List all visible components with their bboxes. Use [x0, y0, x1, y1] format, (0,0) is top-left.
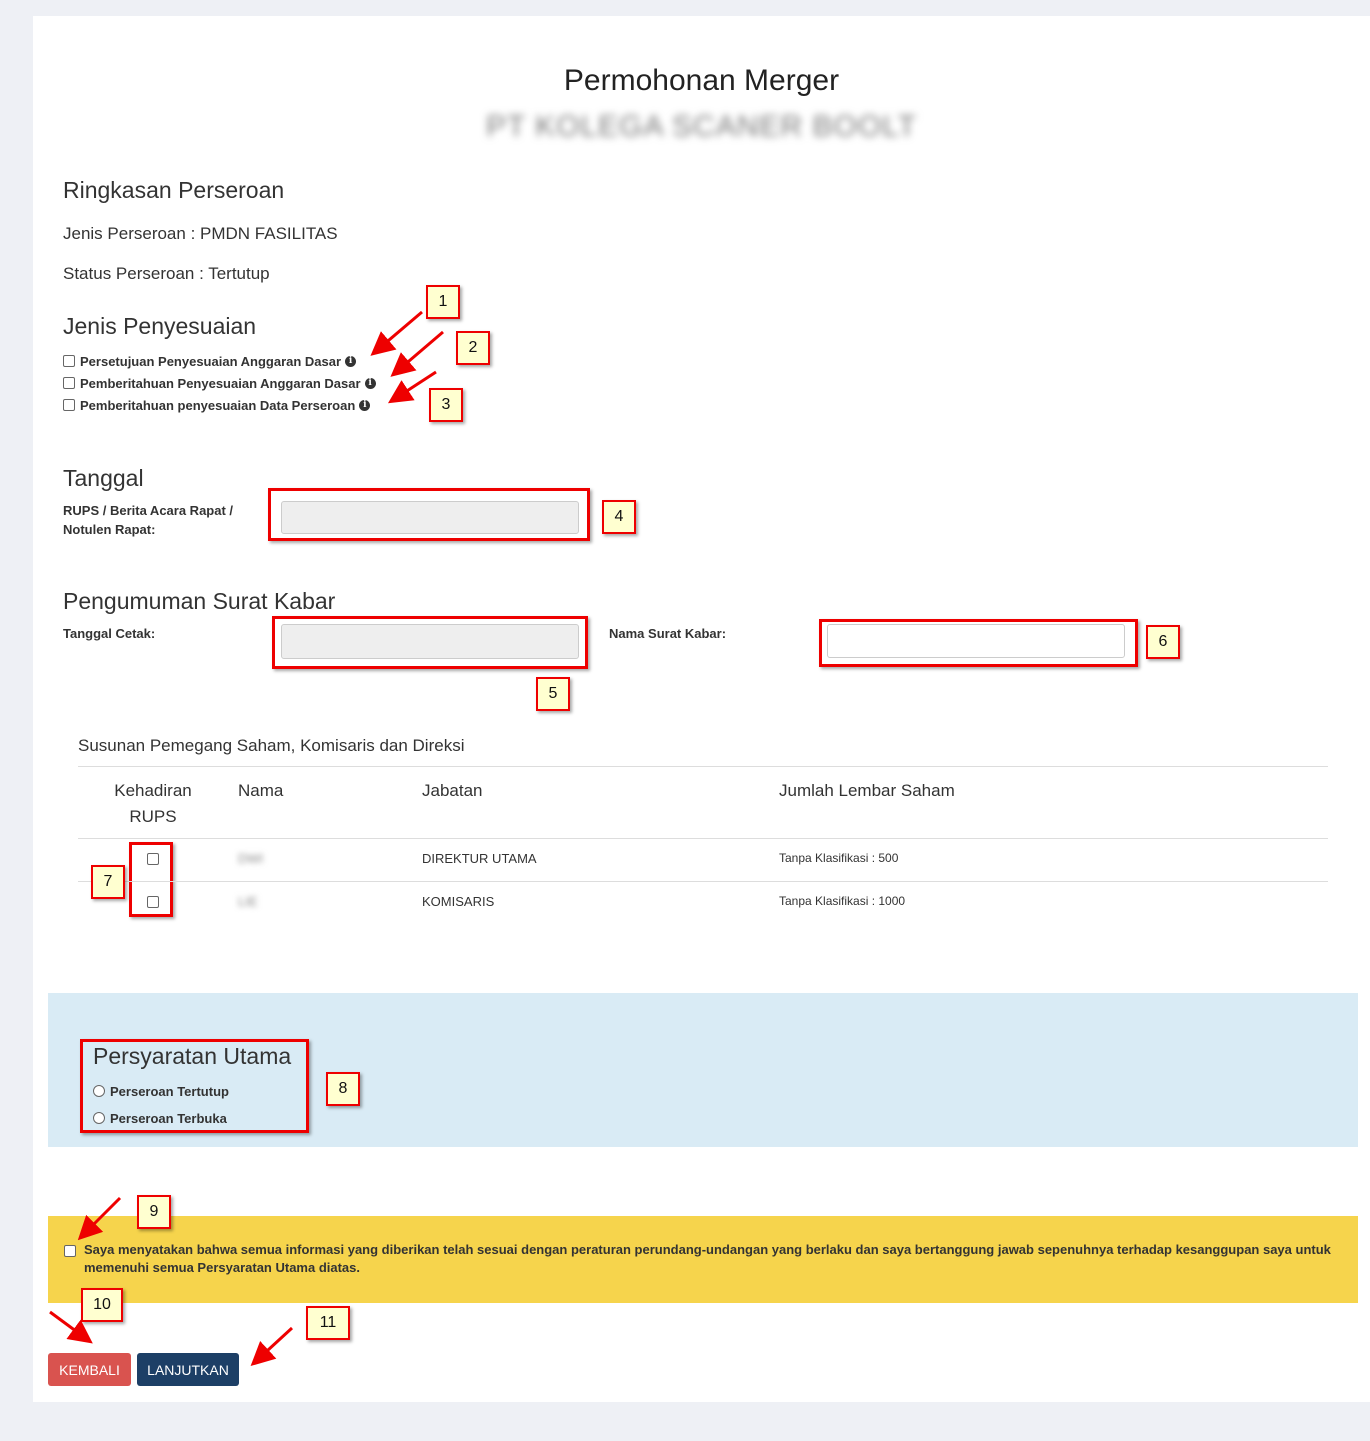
newspaper-heading: Pengumuman Surat Kabar — [63, 588, 336, 614]
callout-badge: 3 — [429, 388, 463, 422]
adjustment-option-2[interactable] — [63, 373, 376, 393]
callout-badge: 10 — [81, 1288, 123, 1322]
newspaper-name-label: Nama Surat Kabar: — [609, 626, 727, 641]
back-button[interactable]: KEMBALI — [48, 1353, 131, 1386]
radio-button[interactable] — [93, 1112, 105, 1124]
shareholder-name: LIE — [238, 894, 258, 909]
shareholder-position: DIREKTUR UTAMA — [422, 851, 537, 866]
info-icon[interactable]: i — [345, 356, 356, 367]
adjustment-option-label: Persetujuan Penyesuaian Anggaran Dasar — [80, 353, 342, 369]
newspaper-name-input[interactable] — [827, 624, 1125, 658]
checkbox[interactable] — [63, 399, 75, 411]
adjustment-option-label: Pemberitahuan penyesuaian Data Perseroan — [80, 397, 356, 413]
shareholder-shares: Tanpa Klasifikasi : 500 — [779, 851, 899, 865]
adjustment-option-3[interactable] — [63, 395, 370, 415]
col-header-name: Nama — [238, 781, 284, 800]
summary-heading: Ringkasan Perseroan — [63, 177, 285, 203]
page-title: Permohonan Merger — [563, 64, 840, 97]
declaration-text: Saya menyatakan bahwa semua informasi yang diberikan telah sesuai dengan peraturan perundang-undangan yang berlaku dan saya bertanggung jawab sepenuhnya terhadap kesanggupan saya untuk memenuhi semua Persyaratan Utama diatas. — [84, 1242, 1331, 1275]
checkbox[interactable] — [63, 355, 75, 367]
shareholder-shares: Tanpa Klasifikasi : 1000 — [779, 894, 906, 908]
callout-badge: 5 — [536, 677, 570, 711]
checkbox[interactable] — [63, 377, 75, 389]
adjustment-option-label: Pemberitahuan Penyesuaian Anggaran Dasar — [80, 375, 361, 391]
meeting-date-input[interactable] — [281, 501, 579, 534]
main-card — [33, 16, 1370, 1402]
radio-button[interactable] — [93, 1085, 105, 1097]
requirement-option-label: Perseroan Terbuka — [110, 1110, 227, 1126]
info-icon[interactable]: i — [365, 378, 376, 389]
callout-badge: 6 — [1146, 625, 1180, 659]
callout-badge: 1 — [426, 285, 460, 319]
company-type: Jenis Perseroan : PMDN FASILITAS — [63, 224, 338, 243]
print-date-input[interactable] — [281, 624, 579, 659]
print-date-label: Tanggal Cetak: — [63, 626, 156, 641]
callout-badge: 7 — [91, 865, 125, 899]
shareholders-heading: Susunan Pemegang Saham, Komisaris dan Direksi — [78, 736, 465, 755]
divider — [78, 881, 1328, 882]
col-header-attendance: Kehadiran RUPS — [114, 781, 192, 826]
callout-badge: 8 — [326, 1072, 360, 1106]
requirement-option-closed[interactable] — [93, 1081, 229, 1101]
adjustment-option-1[interactable] — [63, 351, 356, 371]
attendance-checkbox-2[interactable] — [147, 896, 159, 908]
requirement-option-label: Perseroan Tertutup — [110, 1083, 229, 1099]
col-header-shares: Jumlah Lembar Saham — [779, 781, 955, 800]
requirement-option-open[interactable] — [93, 1108, 227, 1128]
next-button[interactable]: LANJUTKAN — [137, 1353, 239, 1386]
date-heading: Tanggal — [63, 465, 144, 491]
divider — [78, 766, 1328, 767]
company-status: Status Perseroan : Tertutup — [63, 264, 270, 283]
col-header-position: Jabatan — [422, 781, 483, 800]
requirements-heading: Persyaratan Utama — [93, 1043, 292, 1069]
meeting-date-label: RUPS / Berita Acara Rapat / Notulen Rapat: — [63, 503, 234, 537]
info-icon[interactable]: i — [359, 400, 370, 411]
shareholder-position: KOMISARIS — [422, 894, 495, 909]
callout-badge: 4 — [602, 500, 636, 534]
callout-badge: 11 — [306, 1306, 350, 1340]
declaration-checkbox[interactable] — [64, 1245, 76, 1257]
callout-badge: 2 — [456, 331, 490, 365]
attendance-checkbox-1[interactable] — [147, 853, 159, 865]
company-name: PT KOLEGA SCANER BOOLT — [485, 110, 917, 143]
adjustment-heading: Jenis Penyesuaian — [63, 313, 257, 339]
callout-badge: 9 — [137, 1195, 171, 1229]
divider — [78, 838, 1328, 839]
shareholder-name: DWI — [238, 851, 264, 866]
